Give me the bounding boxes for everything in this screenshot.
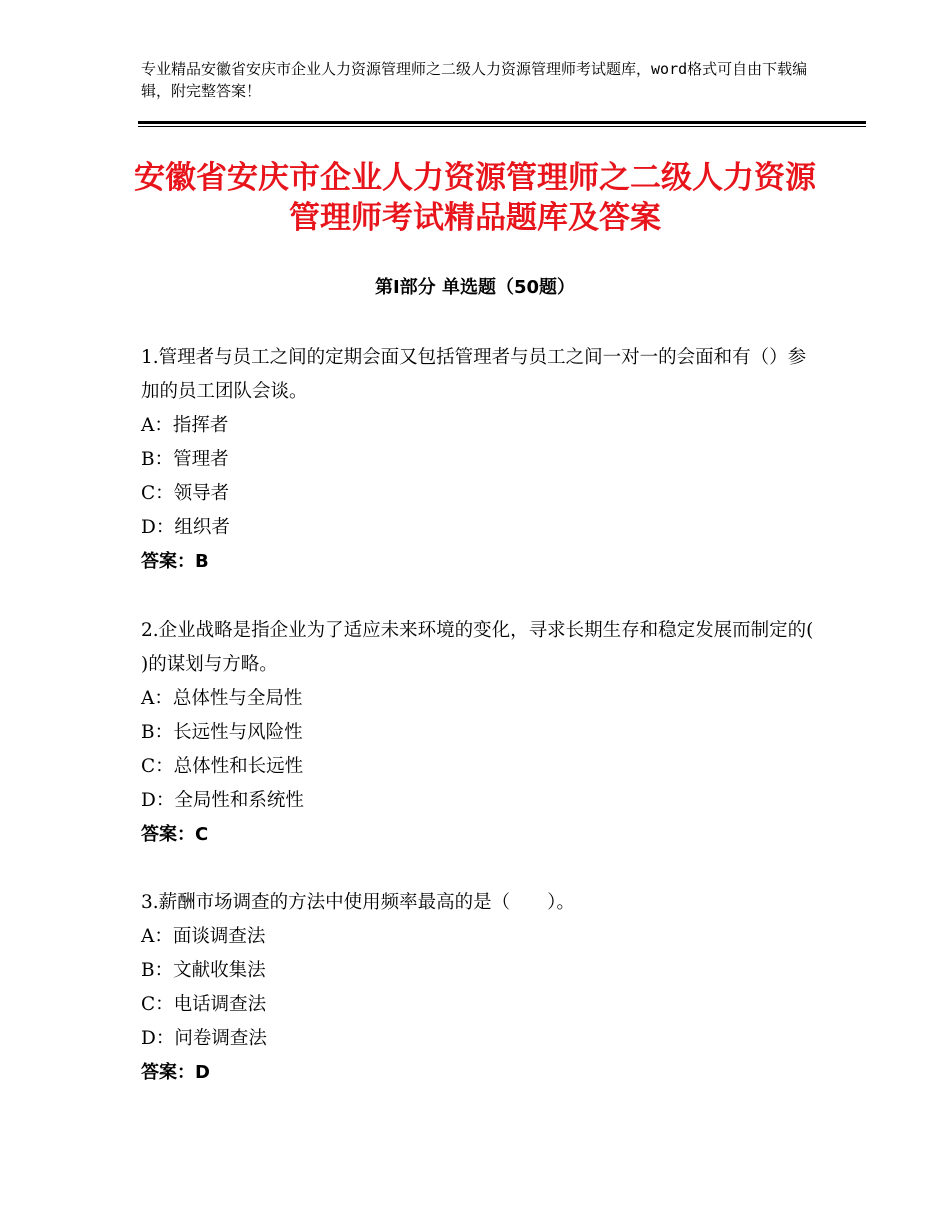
question-stem: 1.管理者与员工之间的定期会面又包括管理者与员工之间一对一的会面和有（）参加的员工团队会谈。	[141, 347, 807, 402]
option-a: A：总体性与全局性	[141, 688, 303, 709]
option-d: D：全局性和系统性	[141, 790, 304, 811]
question-stem: 2.企业战略是指企业为了适应未来环境的变化，寻求长期生存和稳定发展而制定的( )的谋划与方略。	[141, 620, 814, 675]
option-b: B：管理者	[141, 449, 229, 470]
header-note: 专业精品安徽省安庆市企业人力资源管理师之二级人力资源管理师考试题库，word格式可自由下载编辑，附完整答案！	[141, 60, 808, 100]
option-b: B：文献收集法	[141, 960, 266, 981]
header-rule-thick	[138, 121, 866, 124]
answer: 答案：D	[141, 1062, 210, 1083]
option-b: B：长远性与风险性	[141, 722, 303, 743]
option-c: C：领导者	[141, 483, 230, 504]
document-title: 安徽省安庆市企业人力资源管理师之二级人力资源管理师考试精品题库及答案	[134, 160, 816, 236]
question-1	[141, 341, 821, 579]
header-rule-thin	[138, 126, 866, 127]
question-stem: 3.薪酬市场调查的方法中使用频率最高的是（ ）。	[141, 892, 575, 913]
option-a: A：指挥者	[141, 415, 229, 436]
option-a: A：面谈调查法	[141, 926, 266, 947]
option-d: D：组织者	[141, 517, 230, 538]
question-3	[141, 886, 821, 1090]
option-c: C：电话调查法	[141, 994, 267, 1015]
option-c: C：总体性和长远性	[141, 756, 304, 777]
answer: 答案：B	[141, 551, 209, 572]
option-d: D：问卷调查法	[141, 1028, 267, 1049]
question-2	[141, 614, 821, 852]
section-heading: 第Ⅰ部分 单选题（50题）	[374, 277, 575, 298]
answer: 答案：C	[141, 824, 209, 845]
